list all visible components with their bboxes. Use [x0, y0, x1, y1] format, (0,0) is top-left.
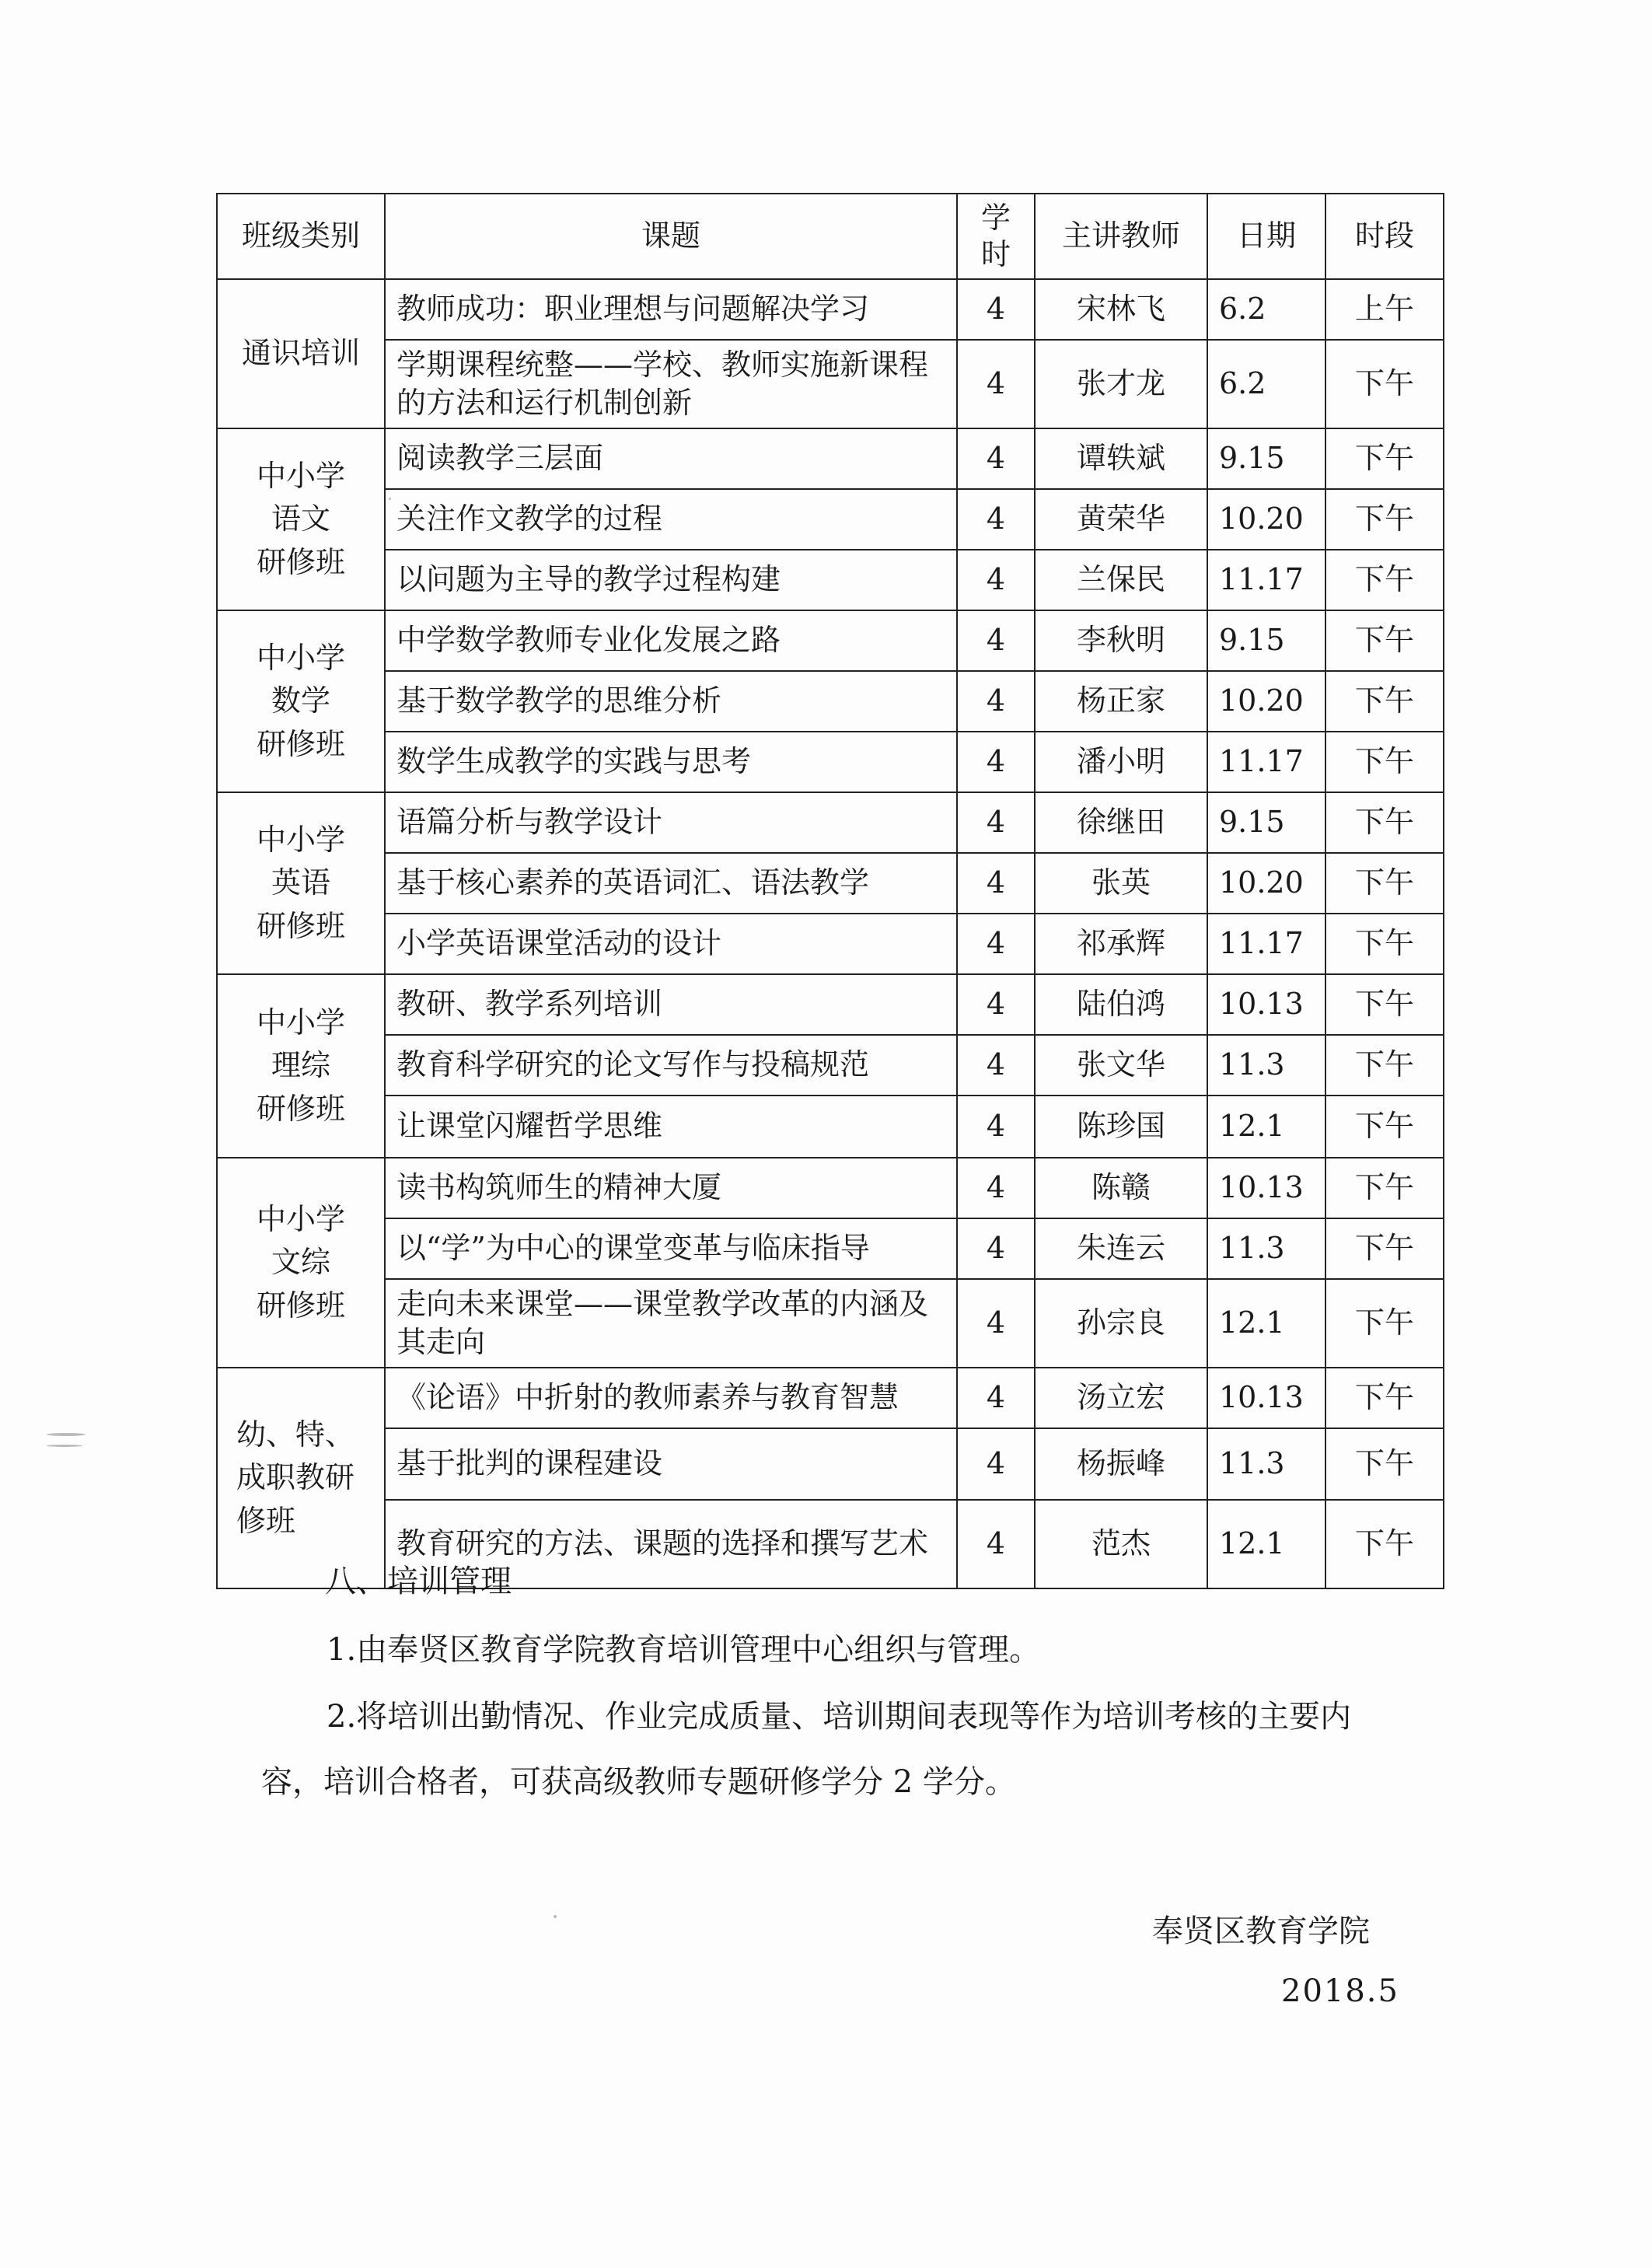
category-line: 研修班 [256, 908, 345, 943]
date-cell: 11.3 [1207, 1218, 1325, 1279]
teacher-cell: 范杰 [1035, 1500, 1207, 1588]
category-line: 中小学 [256, 641, 345, 676]
hours-cell: 4 [957, 1500, 1035, 1588]
category-line: 语文 [271, 501, 330, 536]
date-cell: 11.17 [1207, 732, 1325, 792]
teacher-cell: 杨振峰 [1035, 1428, 1207, 1500]
date-cell: 12.1 [1207, 1279, 1325, 1368]
topic-cell: 教师成功：职业理想与问题解决学习 [385, 279, 957, 340]
teacher-cell: 张文华 [1035, 1035, 1207, 1096]
category-line: 修班 [236, 1503, 296, 1538]
session-cell: 下午 [1325, 671, 1444, 732]
hours-cell: 4 [957, 671, 1035, 732]
hours-cell: 4 [957, 489, 1035, 550]
category-cell [217, 974, 385, 1158]
category-line: 中小学 [256, 459, 345, 494]
header-row [217, 194, 1444, 279]
category-cell [217, 1368, 385, 1588]
header-hours [957, 194, 1035, 279]
date-cell: 9.15 [1207, 792, 1325, 853]
category-cell [217, 610, 385, 792]
category-line: 数学 [271, 683, 330, 718]
category-line: 理综 [271, 1048, 330, 1083]
teacher-cell: 谭轶斌 [1035, 428, 1207, 489]
teacher-cell: 李秋明 [1035, 610, 1207, 671]
session-cell: 下午 [1325, 1218, 1444, 1279]
scan-speck [47, 1433, 86, 1436]
topic-cell: 中学数学教师专业化发展之路 [385, 610, 957, 671]
hours-cell: 4 [957, 1096, 1035, 1158]
header-date: 日期 [1207, 194, 1325, 279]
teacher-cell: 杨正家 [1035, 671, 1207, 732]
teacher-cell: 孙宗良 [1035, 1279, 1207, 1368]
header-session: 时段 [1325, 194, 1444, 279]
topic-cell: 基于数学教学的思维分析 [385, 671, 957, 732]
category-cell [217, 1158, 385, 1368]
table-row [217, 1368, 1444, 1428]
category-cell [217, 428, 385, 610]
category-line: 研修班 [256, 726, 345, 761]
table-row [217, 671, 1444, 732]
table-row [217, 1279, 1444, 1368]
session-cell: 下午 [1325, 974, 1444, 1035]
session-cell: 下午 [1325, 340, 1444, 428]
date-cell: 6.2 [1207, 279, 1325, 340]
topic-cell: 语篇分析与教学设计 [385, 792, 957, 853]
hours-cell: 4 [957, 974, 1035, 1035]
hours-cell: 4 [957, 1218, 1035, 1279]
session-cell: 下午 [1325, 732, 1444, 792]
hours-cell: 4 [957, 1158, 1035, 1218]
teacher-cell: 汤立宏 [1035, 1368, 1207, 1428]
topic-cell: 走向未来课堂——课堂教学改革的内涵及其走向 [385, 1279, 957, 1368]
topic-cell: 基于核心素养的英语词汇、语法教学 [385, 853, 957, 914]
hours-cell: 4 [957, 914, 1035, 974]
hours-cell: 4 [957, 1428, 1035, 1500]
date-cell: 6.2 [1207, 340, 1325, 428]
session-cell: 下午 [1325, 1428, 1444, 1500]
date-cell: 11.17 [1207, 550, 1325, 610]
session-cell: 下午 [1325, 1096, 1444, 1158]
session-cell: 下午 [1325, 1158, 1444, 1218]
date-cell: 11.17 [1207, 914, 1325, 974]
topic-cell: 《论语》中折射的教师素养与教育智慧 [385, 1368, 957, 1428]
teacher-cell: 陆伯鸿 [1035, 974, 1207, 1035]
date-cell: 9.15 [1207, 610, 1325, 671]
scan-speck [47, 1445, 82, 1447]
session-cell: 下午 [1325, 1500, 1444, 1588]
topic-cell: 学期课程统整——学校、教师实施新课程的方法和运行机制创新 [385, 340, 957, 428]
table-row [217, 853, 1444, 914]
topic-cell: 数学生成教学的实践与思考 [385, 732, 957, 792]
table-row [217, 974, 1444, 1035]
hours-cell: 4 [957, 853, 1035, 914]
header-category: 班级类别 [217, 194, 385, 279]
category-line: 文综 [271, 1245, 330, 1280]
category-line: 通识培训 [241, 336, 360, 371]
session-cell: 下午 [1325, 1368, 1444, 1428]
hours-cell: 4 [957, 732, 1035, 792]
topic-cell: 让课堂闪耀哲学思维 [385, 1096, 957, 1158]
table-row [217, 1096, 1444, 1158]
paragraph-item-2-continued: 容，培训合格者，可获高级教师专题研修学分 2 学分。 [261, 1764, 1016, 1800]
header-topic: 课题 [385, 194, 957, 279]
session-cell: 上午 [1325, 279, 1444, 340]
hours-cell: 4 [957, 550, 1035, 610]
training-schedule-table [216, 193, 1444, 1589]
signature-date: 2018.5 [1281, 1973, 1399, 2009]
category-line: 中小学 [256, 1005, 345, 1040]
category-cell [217, 279, 385, 428]
table-row [217, 340, 1444, 428]
paragraph-item-1: 1.由奉贤区教育学院教育培训管理中心组织与管理。 [327, 1632, 1041, 1668]
category-line: 英语 [271, 865, 330, 900]
teacher-cell: 祁承辉 [1035, 914, 1207, 974]
hours-cell: 4 [957, 1279, 1035, 1368]
paragraph-item-2: 2.将培训出勤情况、作业完成质量、培训期间表现等作为培训考核的主要内 [327, 1699, 1352, 1735]
topic-cell: 读书构筑师生的精神大厦 [385, 1158, 957, 1218]
teacher-cell: 张英 [1035, 853, 1207, 914]
date-cell: 10.13 [1207, 1158, 1325, 1218]
date-cell: 10.20 [1207, 671, 1325, 732]
header-teacher: 主讲教师 [1035, 194, 1207, 279]
topic-cell: 以“学”为中心的课堂变革与临床指导 [385, 1218, 957, 1279]
teacher-cell: 陈珍国 [1035, 1096, 1207, 1158]
topic-cell: 以问题为主导的教学过程构建 [385, 550, 957, 610]
teacher-cell: 朱连云 [1035, 1218, 1207, 1279]
topic-cell: 基于批判的课程建设 [385, 1428, 957, 1500]
category-line: 幼、特、 [236, 1417, 355, 1452]
session-cell: 下午 [1325, 792, 1444, 853]
date-cell: 11.3 [1207, 1428, 1325, 1500]
category-line: 研修班 [256, 544, 345, 579]
category-line: 中小学 [256, 1202, 345, 1237]
category-cell [217, 792, 385, 974]
date-cell: 12.1 [1207, 1096, 1325, 1158]
section-heading: 八、培训管理 [325, 1564, 512, 1599]
topic-cell: 小学英语课堂活动的设计 [385, 914, 957, 974]
date-cell: 10.13 [1207, 1368, 1325, 1428]
session-cell: 下午 [1325, 610, 1444, 671]
hours-cell: 4 [957, 428, 1035, 489]
table-row [217, 732, 1444, 792]
session-cell: 下午 [1325, 914, 1444, 974]
teacher-cell: 徐继田 [1035, 792, 1207, 853]
table-row [217, 428, 1444, 489]
session-cell: 下午 [1325, 853, 1444, 914]
table-row [217, 914, 1444, 974]
topic-cell: 教育科学研究的论文写作与投稿规范 [385, 1035, 957, 1096]
table-row [217, 1218, 1444, 1279]
table-row [217, 1428, 1444, 1500]
hours-cell: 4 [957, 610, 1035, 671]
session-cell: 下午 [1325, 489, 1444, 550]
hours-cell: 4 [957, 340, 1035, 428]
date-cell: 10.20 [1207, 489, 1325, 550]
date-cell: 11.3 [1207, 1035, 1325, 1096]
scan-speck [389, 498, 391, 500]
date-cell: 10.13 [1207, 974, 1325, 1035]
scan-speck [554, 1915, 557, 1918]
table-row [217, 279, 1444, 340]
topic-cell: 教育研究的方法、课题的选择和撰写艺术 [385, 1500, 957, 1588]
date-cell: 12.1 [1207, 1500, 1325, 1588]
signature-organization: 奉贤区教育学院 [1152, 1913, 1370, 1949]
table-row [217, 1035, 1444, 1096]
table-row [217, 610, 1444, 671]
hours-cell: 4 [957, 1035, 1035, 1096]
table-row [217, 1158, 1444, 1218]
teacher-cell: 兰保民 [1035, 550, 1207, 610]
session-cell: 下午 [1325, 1279, 1444, 1368]
table-row [217, 489, 1444, 550]
topic-cell: 教研、教学系列培训 [385, 974, 957, 1035]
hours-cell: 4 [957, 1368, 1035, 1428]
teacher-cell: 陈赣 [1035, 1158, 1207, 1218]
topic-cell: 阅读教学三层面 [385, 428, 957, 489]
date-cell: 9.15 [1207, 428, 1325, 489]
table-row [217, 550, 1444, 610]
topic-cell: 关注作文教学的过程 [385, 489, 957, 550]
table-row [217, 792, 1444, 853]
hours-cell: 4 [957, 279, 1035, 340]
date-cell: 10.20 [1207, 853, 1325, 914]
hours-cell: 4 [957, 792, 1035, 853]
session-cell: 下午 [1325, 550, 1444, 610]
teacher-cell: 张才龙 [1035, 340, 1207, 428]
teacher-cell: 宋林飞 [1035, 279, 1207, 340]
category-line: 研修班 [256, 1288, 345, 1323]
header-hours-line1: 学 [980, 200, 1011, 235]
category-line: 研修班 [256, 1091, 345, 1126]
session-cell: 下午 [1325, 1035, 1444, 1096]
session-cell: 下午 [1325, 428, 1444, 489]
teacher-cell: 潘小明 [1035, 732, 1207, 792]
teacher-cell: 黄荣华 [1035, 489, 1207, 550]
category-line: 中小学 [256, 823, 345, 858]
category-line: 成职教研 [236, 1460, 355, 1495]
header-hours-line2: 时 [980, 237, 1011, 271]
